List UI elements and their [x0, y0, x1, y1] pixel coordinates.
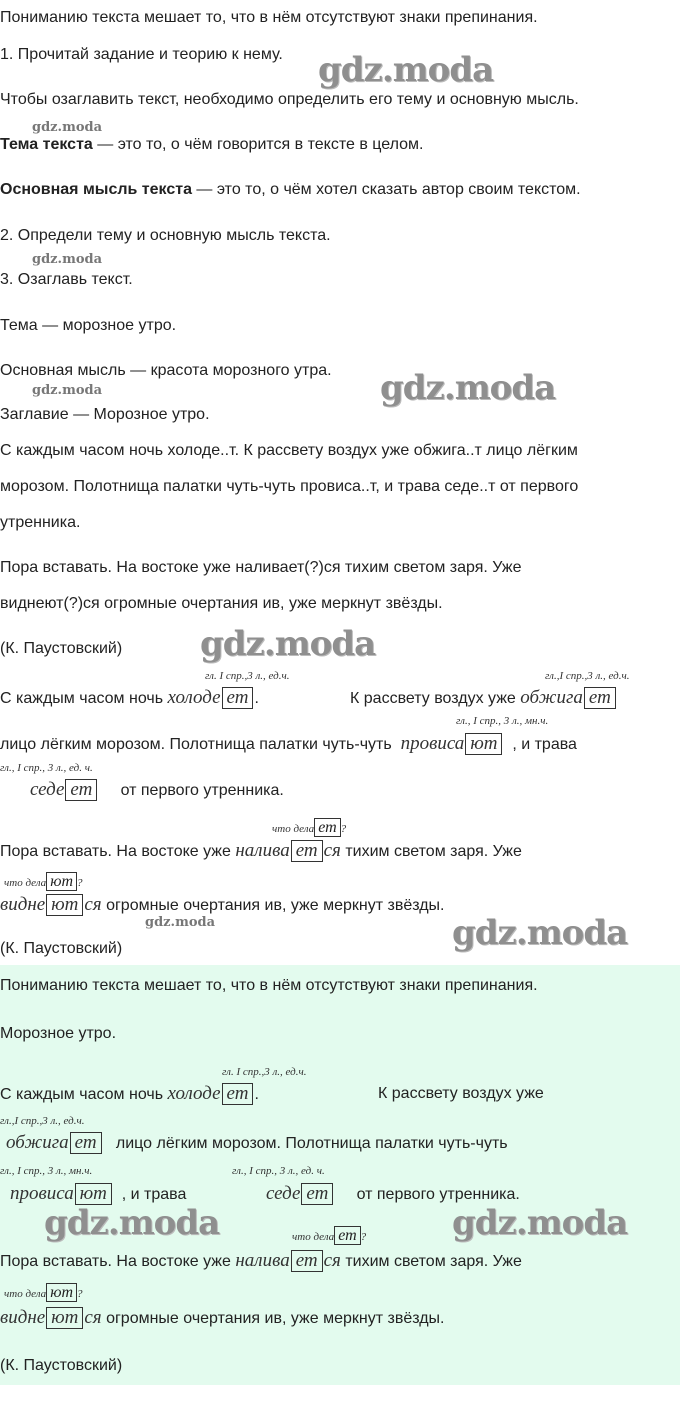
question-annotation: что дела ют ? [4, 873, 83, 890]
theme-definition-term: Тема текста [0, 136, 93, 153]
answer-line: провиса ют , и трава [10, 1183, 187, 1204]
text-heading: Заглавие — Морозное утро. [0, 406, 210, 423]
watermark-logo: gdz.moda [32, 383, 103, 398]
watermark-logo: gdz.moda [318, 50, 494, 90]
verb-ending-box: ет [301, 1183, 333, 1205]
task-3: 3. Озаглавь текст. [0, 271, 133, 288]
question-ending-box: ют [46, 1283, 77, 1302]
verb-ending-box: ют [75, 1183, 112, 1205]
watermark-logo: gdz.moda [44, 1203, 220, 1243]
word-suffix: ся [84, 1307, 102, 1328]
grammar-annotation: гл., I спр., 3 л., ед. ч. [0, 762, 93, 774]
verb-ending-box: ет [70, 1132, 102, 1154]
verb-ending-box: ет [65, 779, 97, 801]
theme-definition-text: — это то, о чём говорится в тексте в целом. [92, 136, 424, 153]
page-title: Пониманию текста мешает то, что в нём отсутствуют знаки препинания. [0, 9, 538, 26]
word-stem: налива [235, 840, 290, 861]
main-idea: Основная мысль — красота морозного утра. [0, 362, 332, 379]
source-author: (К. Паустовский) [0, 640, 123, 657]
verb-ending-box: ют [465, 733, 502, 755]
theme-definition [0, 135, 423, 155]
source-text-line: морозом. Полотнища палатки чуть-чуть провиса..т, и трава седе..т от первого [0, 478, 579, 495]
question-ending-box: ет [334, 1226, 360, 1245]
verb-ending-box: ет [291, 840, 323, 862]
source-text-line: С каждым часом ночь холоде..т. К рассвету воздух уже обжига..т лицо лёгким [0, 442, 578, 459]
idea-definition-term: Основная мысль текста [0, 181, 192, 198]
grammar-annotation: гл. I спр.,3 л., ед.ч. [222, 1066, 307, 1078]
question-annotation: что дела ет ? [292, 1227, 367, 1244]
analysis-author: (К. Паустовский) [0, 940, 123, 957]
verb-ending-box: ют [46, 1307, 83, 1329]
task-1: 1. Прочитай задание и теорию к нему. [0, 46, 283, 63]
grammar-annotation: гл. I спр.,3 л., ед.ч. [205, 670, 290, 682]
question-ending-box: ют [46, 872, 77, 891]
word-stem: провиса [10, 1183, 74, 1204]
grammar-annotation: гл.,I спр.,3 л., ед.ч. [545, 670, 630, 682]
word-suffix: ся [323, 1250, 341, 1271]
watermark-logo: gdz.moda [452, 1203, 628, 1243]
answer-line: С каждым часом ночь холоде ет . [0, 1083, 259, 1104]
analysis-line: лицо лёгким морозом. Полотнища палатки чуть-чуть провиса ют , и трава [0, 733, 577, 754]
answer-line: седе ет от первого утренника. [266, 1183, 520, 1204]
verb-ending-box: ет [222, 1083, 254, 1105]
word-stem: обжига [6, 1132, 69, 1153]
answer-line: видне ют ся огромные очертания ив, уже меркнут звёзды. [0, 1307, 445, 1328]
analysis-line: видне ют ся огромные очертания ив, уже меркнут звёзды. [0, 894, 445, 915]
theory-intro: Чтобы озаглавить текст, необходимо определить его тему и основную мысль. [0, 91, 579, 108]
idea-definition-text: — это то, о чём хотел сказать автор своим текстом. [191, 181, 581, 198]
question-annotation: что дела ют ? [4, 1284, 83, 1301]
word-stem: седе [30, 779, 65, 800]
analysis-line: седе ет от первого утренника. [30, 779, 284, 800]
grammar-annotation: гл., I спр., 3 л., ед. ч. [232, 1165, 325, 1177]
analysis-line: С каждым часом ночь холоде ет . [0, 687, 259, 708]
idea-definition [0, 180, 581, 200]
watermark-logo: gdz.moda [452, 913, 628, 953]
verb-ending-box: ют [46, 894, 83, 916]
source-text-line: утренника. [0, 514, 81, 531]
answer-line: К рассвету воздух уже [378, 1085, 544, 1102]
grammar-annotation: гл., I спр., 3 л., мн.ч. [456, 715, 549, 727]
verb-ending-box: ет [584, 687, 616, 709]
word-stem: провиса [400, 733, 465, 754]
analysis-line: Пора вставать. На востоке уже налива ет ся тихим светом заря. Уже [0, 840, 522, 861]
word-stem: видне [0, 894, 46, 915]
theme: Тема — морозное утро. [0, 317, 177, 334]
word-suffix: ся [84, 894, 102, 915]
word-suffix: ся [323, 840, 341, 861]
word-stem: холоде [167, 1083, 221, 1104]
question-ending-box: ет [314, 818, 340, 837]
watermark-logo: gdz.moda [32, 252, 103, 267]
word-stem: видне [0, 1307, 46, 1328]
watermark-logo: gdz.moda [145, 915, 216, 930]
answer-line: Пора вставать. На востоке уже налива ет ся тихим светом заря. Уже [0, 1250, 522, 1271]
watermark-logo: gdz.moda [32, 120, 103, 135]
word-stem: седе [266, 1183, 301, 1204]
answer-title: Пониманию текста мешает то, что в нём отсутствуют знаки препинания. [0, 977, 538, 994]
verb-ending-box: ет [291, 1250, 323, 1272]
analysis-line: К рассвету воздух уже обжига ет [350, 687, 617, 709]
answer-heading: Морозное утро. [0, 1025, 117, 1042]
word-stem: обжига [520, 687, 583, 708]
watermark-logo: gdz.moda [200, 624, 376, 664]
word-stem: холоде [167, 687, 221, 708]
answer-line: обжига ет лицо лёгким морозом. Полотнища палатки чуть-чуть [6, 1132, 508, 1153]
word-stem: налива [235, 1250, 290, 1271]
verb-ending-box: ет [222, 687, 254, 709]
answer-author: (К. Паустовский) [0, 1357, 123, 1374]
grammar-annotation: гл.,I спр.,3 л., ед.ч. [0, 1115, 85, 1127]
task-2: 2. Определи тему и основную мысль текста. [0, 227, 331, 244]
grammar-annotation: гл., I спр., 3 л., мн.ч. [0, 1165, 93, 1177]
source-text-line: Пора вставать. На востоке уже наливает(?)ся тихим светом заря. Уже [0, 559, 522, 576]
question-annotation: что дела ет ? [272, 819, 347, 836]
watermark-logo: gdz.moda [380, 368, 556, 408]
source-text-line: виднеют(?)ся огромные очертания ив, уже меркнут звёзды. [0, 595, 443, 612]
